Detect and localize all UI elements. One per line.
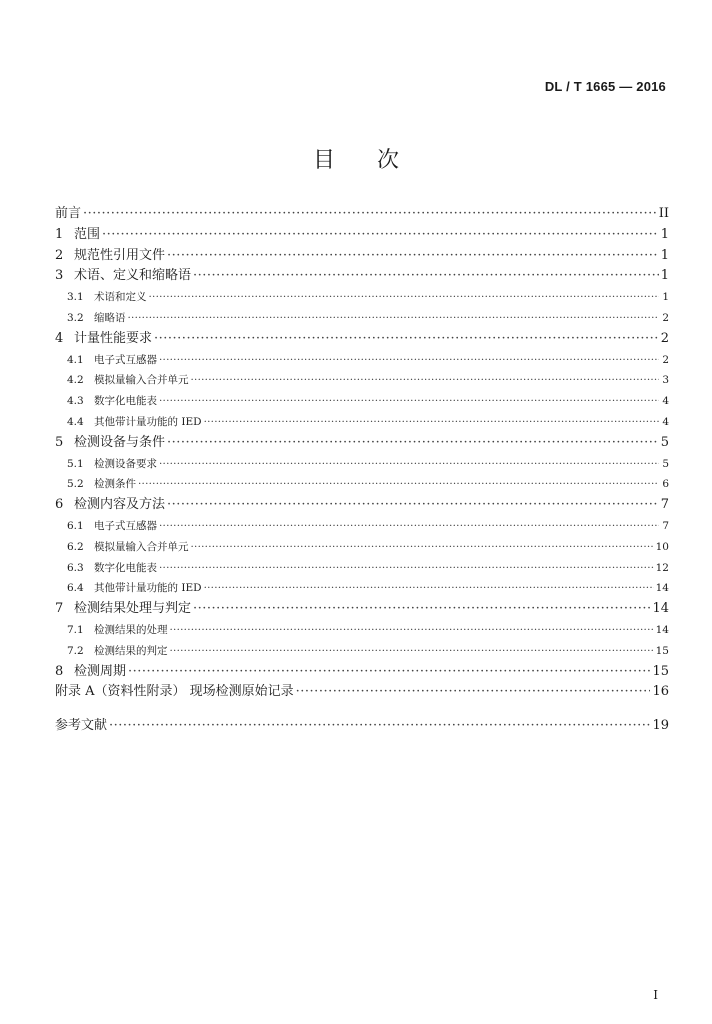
toc-entry-page: 4 — [662, 395, 669, 408]
toc-entry-label: 规范性引用文件 — [74, 247, 166, 263]
toc-entry-page: 15 — [655, 644, 669, 657]
toc-entry-label: 参考文献 — [55, 718, 108, 734]
toc-entry-7-1[interactable] — [55, 620, 669, 641]
toc-entry-number: 4.3 — [67, 395, 84, 408]
toc-leader-dots — [159, 558, 654, 579]
toc-entry-number: 6.2 — [67, 540, 84, 553]
toc-entry-label: 检测结果的判定 — [94, 644, 168, 657]
toc-entry-page: 2 — [662, 311, 669, 324]
toc-entry-label: 数字化电能表 — [94, 395, 157, 408]
toc-entry-6-2[interactable] — [55, 537, 669, 558]
toc-entry-4[interactable] — [55, 329, 669, 350]
toc-entry-6[interactable] — [55, 495, 669, 516]
toc-entry-label: 术语、定义和缩略语 — [74, 268, 192, 284]
toc-leader-dots — [159, 391, 659, 412]
toc-entry-label: 其他带计量功能的 IED — [94, 582, 202, 595]
toc-leader-dots — [128, 662, 650, 683]
toc-entry-number: 2 — [55, 247, 64, 263]
toc-entry-4-1[interactable] — [55, 350, 669, 371]
toc-leader-dots — [296, 682, 651, 703]
toc-entry-label: 检测设备与条件 — [74, 434, 166, 450]
toc-entry-page: 7 — [660, 497, 669, 513]
toc-leader-dots — [193, 266, 659, 287]
toc-leader-dots — [167, 495, 659, 516]
toc-entry-6-1[interactable] — [55, 516, 669, 537]
toc-entry-number: 4.1 — [67, 353, 84, 366]
toc-entry-number: 7.1 — [67, 623, 84, 636]
toc-entry-label: 缩略语 — [94, 311, 126, 324]
toc-entry-number: 6 — [55, 497, 64, 513]
toc-leader-dots — [193, 599, 650, 620]
toc-entry-label: 计量性能要求 — [74, 330, 153, 346]
toc-entry-label: 数字化电能表 — [94, 561, 157, 574]
toc-entry-label: 模拟量输入合并单元 — [94, 374, 189, 387]
toc-entry-number: 4.2 — [67, 374, 84, 387]
toc-entry-page: 5 — [660, 434, 669, 450]
toc-entry-label: 电子式互感器 — [94, 519, 157, 532]
toc-entry-number: 3 — [55, 268, 64, 284]
toc-leader-dots — [191, 537, 654, 558]
toc-entry-label: 检测结果的处理 — [94, 623, 168, 636]
toc-entry-page: 6 — [662, 478, 669, 491]
toc-entry-5-2[interactable] — [55, 474, 669, 495]
toc-entry-8[interactable] — [55, 662, 669, 683]
toc-entry-label: 范围 — [74, 226, 101, 242]
toc-entry-references[interactable] — [55, 716, 669, 737]
toc-entry-6-3[interactable] — [55, 558, 669, 579]
toc-entry-page: II — [658, 206, 669, 221]
toc-entry-page: 12 — [655, 561, 669, 574]
toc-entry-label: 检测内容及方法 — [74, 497, 166, 513]
toc-entry-page: 5 — [662, 457, 669, 470]
toc-leader-dots — [154, 329, 659, 350]
toc-leader-dots — [170, 641, 654, 662]
toc-entry-page: 4 — [662, 415, 669, 428]
toc-entry-foreword[interactable] — [55, 204, 669, 225]
toc-entry-page: 1 — [660, 247, 669, 263]
toc-entry-number: 5.1 — [67, 457, 84, 470]
toc-entry-page: 2 — [662, 353, 669, 366]
toc-title — [0, 143, 712, 174]
toc-entry-number: 1 — [55, 226, 64, 242]
toc-entry-label: 检测周期 — [74, 663, 127, 679]
toc-entry-page: 14 — [655, 623, 669, 636]
toc-leader-dots — [138, 474, 659, 495]
toc-entry-number: 7.2 — [67, 644, 84, 657]
toc-leader-dots — [204, 412, 659, 433]
toc-entry-page: 15 — [652, 663, 669, 679]
toc-leader-dots — [83, 204, 657, 225]
toc-entry-number: 3.2 — [67, 311, 84, 324]
toc-entry-label: 检测条件 — [94, 478, 136, 491]
toc-entry-label: 术语和定义 — [94, 291, 147, 304]
toc-entry-number: 5 — [55, 434, 64, 450]
toc-entry-label: 前言 — [55, 206, 82, 221]
toc-entry-6-4[interactable] — [55, 578, 669, 599]
toc-entry-2[interactable] — [55, 246, 669, 267]
toc-entry-4-3[interactable] — [55, 391, 669, 412]
toc-entry-page: 14 — [655, 582, 669, 595]
toc-entry-5-1[interactable] — [55, 454, 669, 475]
toc-leader-dots — [191, 370, 660, 391]
toc-entry-7[interactable] — [55, 599, 669, 620]
toc-entry-label: 模拟量输入合并单元 — [94, 540, 189, 553]
toc-entry-number: 4 — [55, 330, 64, 346]
toc-entry-page: 14 — [652, 601, 669, 617]
toc-entry-number: 4.4 — [67, 415, 84, 428]
toc-leader-dots — [128, 308, 660, 329]
toc-entry-page: 2 — [660, 330, 669, 346]
toc-entry-5[interactable] — [55, 433, 669, 454]
toc-entry-number: 6.3 — [67, 561, 84, 574]
toc-entry-1[interactable] — [55, 225, 669, 246]
standard-number: DL / T 1665 — 2016 — [544, 79, 666, 94]
toc-leader-dots — [109, 716, 650, 737]
toc-entry-page: 1 — [660, 268, 669, 284]
toc-entry-3-1[interactable] — [55, 287, 669, 308]
toc-entry-number: 7 — [55, 601, 64, 617]
toc-entry-label: 附录 A（资料性附录） 现场检测原始记录 — [55, 684, 294, 700]
toc-entry-page: 1 — [662, 291, 669, 304]
toc-entry-3-2[interactable] — [55, 308, 669, 329]
toc-title-char-1: 目 — [312, 148, 335, 173]
toc-entry-page: 19 — [652, 718, 669, 734]
toc-leader-dots — [167, 433, 659, 454]
toc-title-char-2: 次 — [377, 148, 400, 173]
toc-entry-4-2[interactable] — [55, 370, 669, 391]
toc-leader-dots — [170, 620, 654, 641]
toc-entry-number: 6.1 — [67, 519, 84, 532]
toc-entry-label: 其他带计量功能的 IED — [94, 415, 202, 428]
toc-entry-4-4[interactable] — [55, 412, 669, 433]
toc-entry-page: 1 — [660, 226, 669, 242]
toc-entry-number: 3.1 — [67, 291, 84, 304]
toc-entry-label: 检测结果处理与判定 — [74, 601, 192, 617]
toc-leader-dots — [167, 246, 659, 267]
toc-entry-3[interactable] — [55, 266, 669, 287]
toc-leader-dots — [204, 578, 654, 599]
toc-entry-7-2[interactable] — [55, 641, 669, 662]
toc-entry-appendix-a[interactable] — [55, 682, 669, 703]
toc-leader-dots — [102, 225, 659, 246]
page-number: I — [653, 988, 658, 1002]
toc-leader-dots — [149, 287, 660, 308]
toc-entry-page: 10 — [655, 540, 669, 553]
toc-entry-page: 16 — [652, 684, 669, 700]
toc-entry-page: 3 — [662, 374, 669, 387]
toc-entry-label: 电子式互感器 — [94, 353, 157, 366]
toc-entry-number: 8 — [55, 663, 64, 679]
toc-leader-dots — [159, 516, 659, 537]
toc-leader-dots — [159, 454, 659, 475]
table-of-contents — [55, 204, 669, 737]
toc-entry-page: 7 — [662, 519, 669, 532]
toc-entry-number: 6.4 — [67, 582, 84, 595]
toc-entry-number: 5.2 — [67, 478, 84, 491]
toc-leader-dots — [159, 350, 659, 371]
toc-entry-label: 检测设备要求 — [94, 457, 157, 470]
